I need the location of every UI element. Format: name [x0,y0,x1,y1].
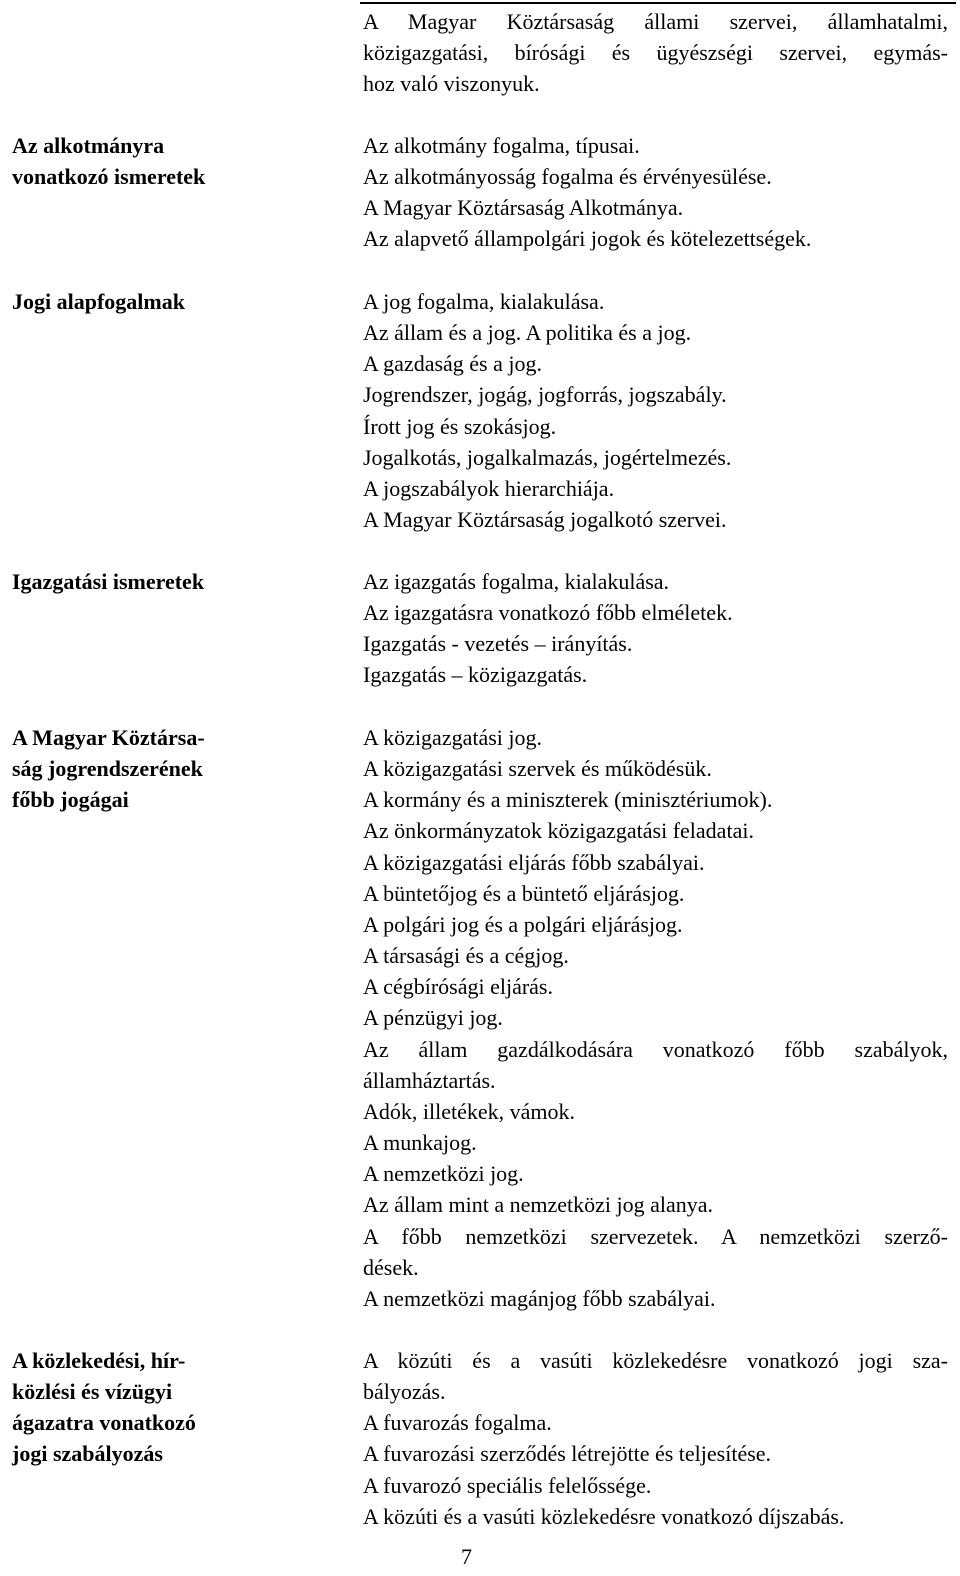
topic-item: A közigazgatási jog. [363,725,543,750]
topic-item-line: bályozás. [363,1379,446,1405]
topic-item-line: A főbb nemzetközi szervezetek. A nemzetközi szerző- [363,1223,948,1249]
topic-item [363,1345,948,1407]
topic-item: Igazgatás – közigazgatás. [363,662,588,688]
topic-item-line: dések. [363,1254,419,1280]
topic-list [363,722,948,1314]
section-heading [12,286,312,317]
section-heading-line: közlési és vízügyi [12,1379,173,1404]
topic-item: A büntetőjog és a büntető eljárásjog. [363,880,685,906]
section-heading-line: ság jogrendszerének [12,756,203,781]
topic-item: Az igazgatásra vonatkozó főbb elméletek. [363,600,733,626]
section-heading-line: A közlekedési, hír- [12,1348,186,1373]
section-heading [12,566,312,597]
section-heading-line: Jogi alapfogalmak [12,289,185,314]
topic-list [363,130,948,255]
topic-item: A közigazgatási szervek és működésük. [363,756,712,782]
section-heading-line: főbb jogágai [12,787,129,812]
topic-item-line: Az állam gazdálkodására vonatkozó főbb szabályok, [363,1036,948,1062]
topic-item: A fuvarozó speciális felelőssége. [363,1472,652,1498]
topic-list [363,566,948,691]
topic-item [363,1221,948,1283]
topic-item: A kormány és a miniszterek (minisztériumok). [363,787,773,813]
topic-item: A fuvarozás fogalma. [363,1410,552,1436]
topic-item: Adók, illetékek, vámok. [363,1098,576,1124]
topic-item: A Magyar Köztársaság jogalkotó szervei. [363,507,727,533]
topic-item: A pénzügyi jog. [363,1005,503,1031]
topic-item: Az alkotmány fogalma, típusai. [363,133,640,158]
topic-item: Az önkormányzatok közigazgatási feladatai. [363,818,754,844]
topic-item: A nemzetközi jog. [363,1161,524,1187]
topic-list [363,286,948,535]
section-heading-line: jogi szabályozás [12,1441,163,1466]
section-heading-line: vonatkozó ismeretek [12,164,206,189]
topic-item: Az állam mint a nemzetközi jog alanya. [363,1192,714,1218]
topic-list [363,1345,948,1532]
topic-item: Az állam és a jog. A politika és a jog. [363,320,692,346]
topic-item: Jogalkotás, jogalkalmazás, jogértelmezés. [363,444,732,470]
topic-item: Az alapvető állampolgári jogok és kötelezettségek. [363,226,812,252]
topic-item: Igazgatás - vezetés – irányítás. [363,631,633,657]
topic-item: A cégbírósági eljárás. [363,974,553,1000]
section-heading [12,722,312,815]
topic-item: A fuvarozási szerződés létrejötte és teljesítése. [363,1441,772,1467]
topic-item: Jogrendszer, jogág, jogforrás, jogszabály. [363,382,727,408]
section-heading [12,1345,312,1469]
topic-item: A közigazgatási eljárás főbb szabályai. [363,849,705,875]
page-number: 7 [461,1544,472,1569]
topic-item: A társasági és a cégjog. [363,943,569,969]
topic-item: Az alkotmányosság fogalma és érvényesülése. [363,164,772,190]
topic-item: A munkajog. [363,1130,477,1156]
topic-item: Az igazgatás fogalma, kialakulása. [363,569,670,594]
topic-item-line: hoz való viszonyuk. [363,71,540,97]
topic-item-line: A közúti és a vasúti közlekedésre vonatkozó jogi sza- [363,1348,948,1373]
topic-item: A jog fogalma, kialakulása. [363,289,605,314]
topic-item-line: A Magyar Köztársaság állami szervei, államhatalmi, [363,9,948,34]
section-heading-line: A Magyar Köztársa- [12,725,205,750]
section-heading-line: ágazatra vonatkozó [12,1410,196,1435]
topic-item: A jogszabályok hierarchiája. [363,475,615,501]
topic-item: A gazdaság és a jog. [363,351,542,377]
topic-item [363,6,948,99]
section-heading-line: Igazgatási ismeretek [12,569,205,594]
topic-item-line: államháztartás. [363,1067,496,1093]
topic-item: A közúti és a vasúti közlekedésre vonatkozó díjszabás. [363,1503,845,1529]
topic-item [363,1034,948,1096]
topic-item-line: közigazgatási, bírósági és ügyészségi szervei, egymás- [363,40,948,66]
section-heading [12,130,312,192]
topic-item: A nemzetközi magánjog főbb szabályai. [363,1285,716,1311]
topic-item: A Magyar Köztársaság Alkotmánya. [363,195,684,221]
topic-list [363,6,948,99]
topic-item: Írott jog és szokásjog. [363,413,557,439]
topic-item: A polgári jog és a polgári eljárásjog. [363,911,683,937]
top-rule [360,2,956,4]
section-heading-line: Az alkotmányra [12,133,165,158]
